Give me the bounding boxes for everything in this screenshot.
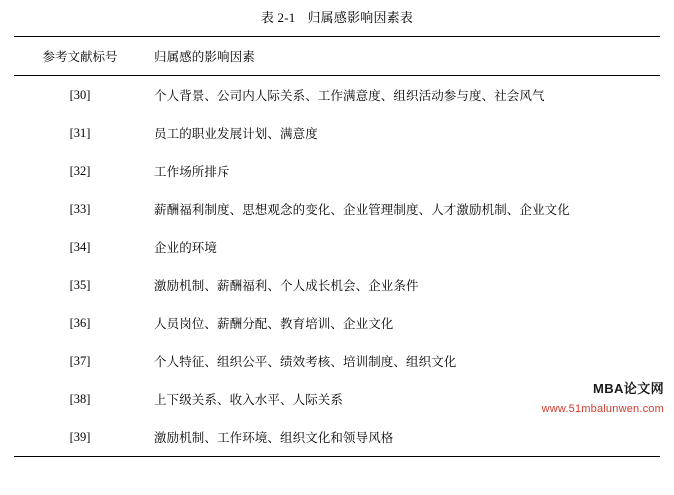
column-header-factors: 归属感的影响因素 <box>146 37 660 76</box>
cell-factors: 个人特征、组织公平、绩效考核、培训制度、组织文化 <box>146 342 660 380</box>
cell-factors: 激励机制、薪酬福利、个人成长机会、企业条件 <box>146 266 660 304</box>
cell-reference: [32] <box>14 152 146 190</box>
influence-factors-table <box>14 36 660 495</box>
table-bottom-rule-row <box>14 457 660 495</box>
table-bottom-rule-left <box>14 457 146 495</box>
table-row <box>14 418 660 457</box>
table-caption-number: 表 2-1 <box>261 10 296 25</box>
cell-factors: 薪酬福利制度、思想观念的变化、企业管理制度、人才激励机制、企业文化 <box>146 190 660 228</box>
table-header-row <box>14 37 660 76</box>
table-header <box>14 37 660 76</box>
watermark-url: www.51mbalunwen.com <box>542 403 664 415</box>
table-row <box>14 228 660 266</box>
cell-reference: [37] <box>14 342 146 380</box>
table-row <box>14 190 660 228</box>
cell-factors: 工作场所排斥 <box>146 152 660 190</box>
cell-reference: [35] <box>14 266 146 304</box>
table-row <box>14 304 660 342</box>
cell-factors: 个人背景、公司内人际关系、工作满意度、组织活动参与度、社会风气 <box>146 76 660 115</box>
cell-reference: [31] <box>14 114 146 152</box>
cell-reference: [33] <box>14 190 146 228</box>
table-row <box>14 342 660 380</box>
table-row <box>14 76 660 115</box>
cell-factors: 上下级关系、收入水平、人际关系 <box>146 380 660 418</box>
table-bottom-rule-right <box>146 457 660 495</box>
cell-reference: [38] <box>14 380 146 418</box>
cell-factors: 激励机制、工作环境、组织文化和领导风格 <box>146 418 660 457</box>
cell-reference: [34] <box>14 228 146 266</box>
table-caption <box>14 0 660 36</box>
table-row <box>14 266 660 304</box>
cell-reference: [36] <box>14 304 146 342</box>
table-row <box>14 114 660 152</box>
cell-factors: 企业的环境 <box>146 228 660 266</box>
watermark-brand: MBA论文网 <box>593 378 664 397</box>
cell-reference: [39] <box>14 418 146 457</box>
table-row <box>14 152 660 190</box>
cell-factors: 员工的职业发展计划、满意度 <box>146 114 660 152</box>
cell-factors: 人员岗位、薪酬分配、教育培训、企业文化 <box>146 304 660 342</box>
table-body <box>14 76 660 495</box>
table-caption-title: 归属感影响因素表 <box>307 10 413 25</box>
column-header-reference: 参考文献标号 <box>14 37 146 76</box>
cell-reference: [30] <box>14 76 146 115</box>
